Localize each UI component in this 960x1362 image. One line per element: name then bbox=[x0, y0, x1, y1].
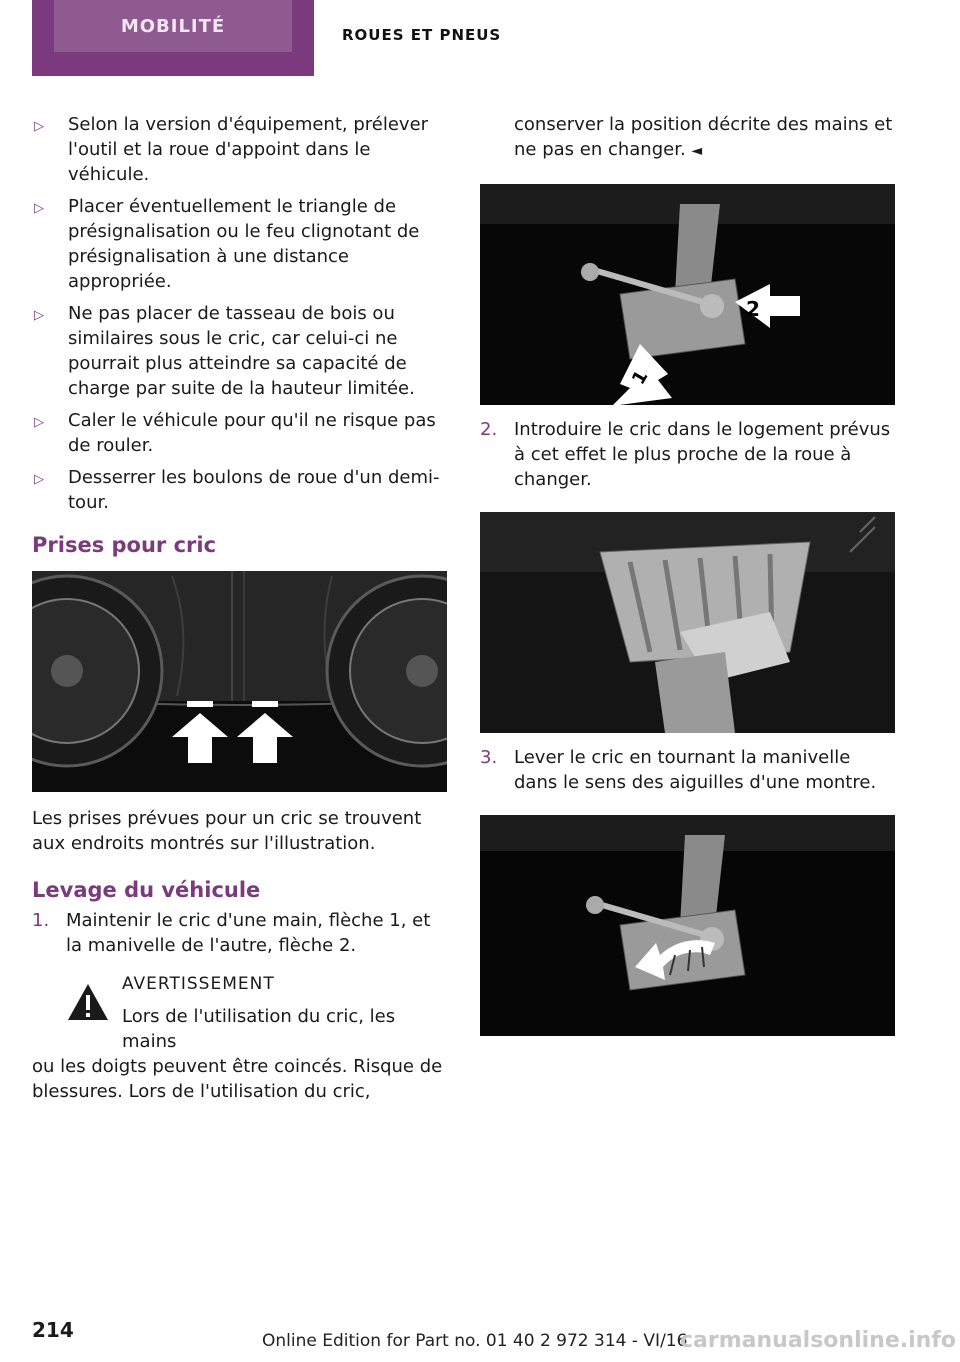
heading-jack-points: Prises pour cric bbox=[32, 533, 217, 557]
heading-lifting: Levage du véhicule bbox=[32, 878, 261, 902]
step-3: 3. Lever le cric en tournant la manivelle dans le sens des aiguilles d'une montre. bbox=[480, 747, 877, 793]
list-item: ▷ Placer éventuellement le triangle de présignalisation ou le feu clignotant de présignalisation à une distance appropriée. bbox=[34, 196, 420, 292]
page-number: 214 bbox=[32, 1318, 74, 1342]
edition-footer: Online Edition for Part no. 01 40 2 972 314 - VI/16 bbox=[262, 1331, 688, 1351]
warning-continued: conserver la position décrite des mains et ne pas en changer. ◄ bbox=[514, 114, 893, 160]
list-item: ▷ Desserrer les boulons de roue d'un demi-tour. bbox=[34, 467, 440, 513]
warning-box bbox=[32, 972, 448, 1054]
warning-text-rest: ou les doigts peuvent être coincés. Risque de blessures. Lors de l'utilisation du cric, bbox=[32, 1056, 443, 1102]
section-tab bbox=[32, 0, 314, 76]
warning-icon bbox=[66, 982, 110, 1022]
jack-hand-position-illustration bbox=[480, 184, 895, 405]
step-2: 2. Introduire le cric dans le logement prévus à cet effet le plus proche de la roue à changer. bbox=[480, 419, 891, 490]
jack-seating-illustration bbox=[480, 512, 895, 733]
triangle-bullet-icon: ▷ bbox=[34, 119, 44, 134]
left-column bbox=[32, 112, 448, 1104]
jack-crank-rotation-illustration bbox=[480, 815, 895, 1036]
subsection-title: ROUES ET PNEUS bbox=[342, 26, 502, 44]
step-1: 1. Maintenir le cric d'une main, flèche 1, et la manivelle de l'autre, flèche 2. bbox=[32, 910, 431, 956]
triangle-bullet-icon: ▷ bbox=[34, 308, 44, 323]
jack-points-illustration bbox=[32, 571, 447, 792]
warning-title: AVERTISSEMENT bbox=[122, 974, 275, 994]
arrow-2-label: 2 bbox=[746, 297, 760, 321]
watermark: carmanualsonline.info bbox=[680, 1328, 956, 1353]
jack-points-text: Les prises prévues pour un cric se trouvent aux endroits montrés sur l'illustration. bbox=[32, 808, 422, 854]
warning-text-first: Lors de l'utilisation du cric, les mains bbox=[122, 1006, 396, 1052]
triangle-bullet-icon: ▷ bbox=[34, 201, 44, 216]
arrow-1-label: 1 bbox=[627, 366, 653, 389]
list-item: ▷ Ne pas placer de tasseau de bois ou similaires sous le cric, car celui-ci ne pourrait plus atteindre sa capacité de charge par suite de la hauteur limitée. bbox=[34, 303, 415, 399]
list-item: ▷ Caler le véhicule pour qu'il ne risque pas de rouler. bbox=[34, 410, 436, 456]
right-column bbox=[480, 112, 896, 1036]
triangle-bullet-icon: ▷ bbox=[34, 472, 44, 487]
list-item: ▷ Selon la version d'équipement, prélever l'outil et la roue d'appoint dans le véhicule. bbox=[34, 114, 429, 185]
section-tab-label: MOBILITÉ bbox=[54, 0, 292, 52]
triangle-bullet-icon: ▷ bbox=[34, 415, 44, 430]
end-mark-icon: ◄ bbox=[691, 143, 703, 159]
